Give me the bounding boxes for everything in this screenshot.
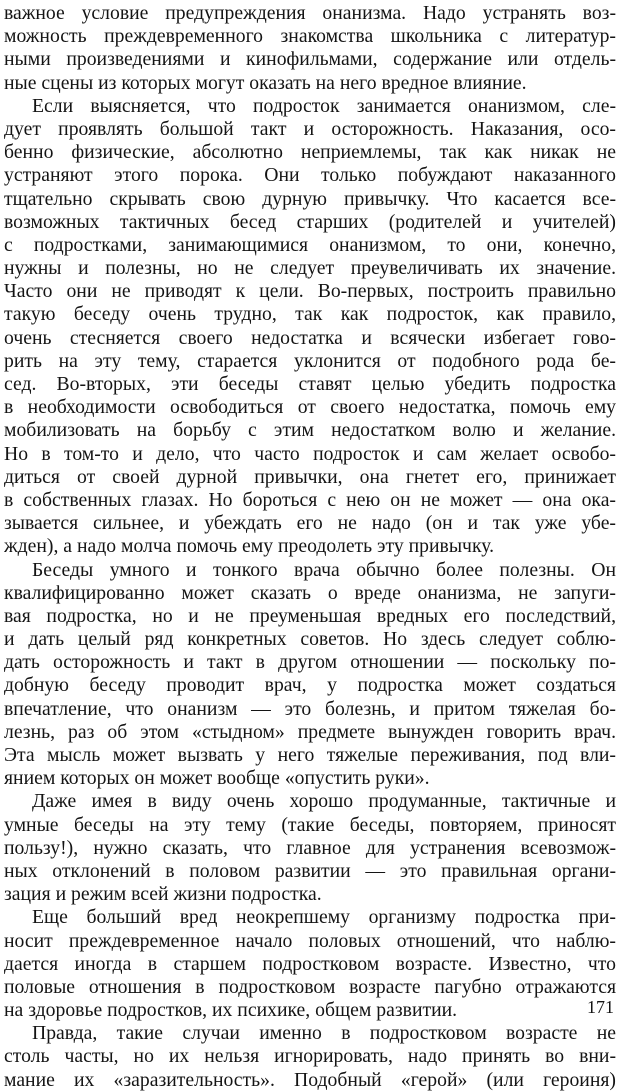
text-line: ными произведениями и кинофильмами, содержание или отдель- — [4, 48, 616, 71]
text-line: Даже имея в виду очень хорошо продуманные, тактичные и — [32, 790, 616, 813]
text-line: нужны и полезны, но не следует преувеличивать их значение. — [4, 257, 616, 280]
text-line: зывается сильнее, и убеждать его не надо (он и так уже убе- — [4, 512, 616, 535]
text-line: Беседы умного и тонкого врача обычно более полезны. Он — [32, 558, 616, 581]
text-line: на здоровье подростков, их психике, общем развитии. — [4, 999, 458, 1022]
text-line: Часто они не приводят к цели. Во-первых, построить правильно — [4, 280, 616, 303]
body-text — [4, 2, 616, 1092]
text-line: зация и режим всей жизни подростка. — [4, 883, 322, 906]
text-line: устраняют этого порока. Они только побуждают наказанного — [4, 164, 616, 187]
text-line: бенно физические, абсолютно неприемлемы, так как никак не — [4, 141, 616, 164]
text-line: Еще больший вред неокрепшему организму подростка при- — [32, 906, 616, 929]
text-line: очень стесняется своего недостатка и всячески избегает гово- — [4, 326, 616, 349]
text-line: добную беседу проводит врач, у подростка может создаться — [4, 674, 616, 697]
text-line: дует проявлять большой такт и осторожность. Наказания, осо- — [4, 117, 616, 140]
text-line: умные беседы на эту тему (такие беседы, повторяем, приносят — [4, 813, 616, 836]
text-line: половые отношения в подростковом возрасте пагубно отражаются — [4, 975, 616, 998]
text-line: квалифицированно может сказать о вреде онанизма, не запуги- — [4, 581, 616, 604]
text-line: Если выясняется, что подросток занимается онанизмом, сле- — [32, 94, 616, 117]
text-line: в необходимости освободиться от своего недостатка, помочь ему — [4, 396, 616, 419]
text-line: можность преждевременного знакомства школьника с литератур- — [4, 25, 616, 48]
text-line: сед. Во-вторых, эти беседы ставят целью убедить подростка — [4, 373, 616, 395]
text-line: важное условие предупреждения онанизма. Надо устранять воз- — [4, 2, 616, 24]
text-line: диться от своей дурной привычки, она гнетет его, принижает — [4, 465, 616, 488]
text-line: янием которых он может вообще «опустить руки». — [4, 767, 430, 790]
text-line: Эта мысль может вызвать у него тяжелые переживания, под вли- — [4, 744, 616, 766]
text-line: тщательно скрывать свою дурную привычку. Что касается все- — [4, 187, 616, 210]
text-line: дать осторожность и такт в другом отношении — поскольку по- — [4, 651, 616, 674]
text-line: ные сцены из которых могут оказать на него вредное влияние. — [4, 71, 527, 94]
text-line: в собственных глазах. Но бороться с нею он не может — она ока- — [4, 488, 616, 511]
text-line: мобилизовать на борьбу с этим недостатком волю и желание. — [4, 419, 616, 442]
text-line: вая подростка, но и не преуменьшая вредных его последствий, — [4, 604, 616, 627]
text-line: столь часты, но их нельзя игнорировать, надо принять во вни- — [4, 1045, 616, 1068]
text-line: и дать целый ряд конкретных советов. Но здесь следует соблю- — [4, 628, 616, 651]
text-line: жден), а надо молча помочь ему преодолеть эту привычку. — [4, 535, 495, 558]
text-line: мание их «заразительность». Подобный «герой» (или героиня) — [4, 1068, 616, 1091]
text-line: с подростками, занимающимися онанизмом, то они, конечно, — [4, 233, 616, 256]
text-line: пользу!), нужно сказать, что главное для устранения всевозмож- — [4, 836, 616, 859]
text-line: носит преждевременное начало половых отношений, что наблю- — [4, 929, 616, 952]
text-line: лезнь, раз об этом «стыдном» предмете вынужден говорить врач. — [4, 720, 616, 743]
text-line: такую беседу очень трудно, так как подросток, как правило, — [4, 303, 616, 326]
page-number: 171 — [587, 997, 614, 1017]
text-line: Но в том-то и дело, что часто подросток и сам желает освобо- — [4, 442, 616, 465]
text-line: рить на эту тему, старается уклонится от подобного рода бе- — [4, 349, 616, 372]
text-line: дается иногда в старшем подростковом возрасте. Известно, что — [4, 952, 616, 975]
text-line: впечатление, что онанизм — это болезнь, и притом тяжелая бо- — [4, 697, 616, 720]
text-line: возможных тактичных бесед старших (родителей и учителей) — [4, 210, 616, 233]
text-line: ных отклонений в половом развитии — это правильная органи- — [4, 859, 616, 882]
text-line: Правда, такие случаи именно в подростковом возрасте не — [32, 1022, 616, 1045]
